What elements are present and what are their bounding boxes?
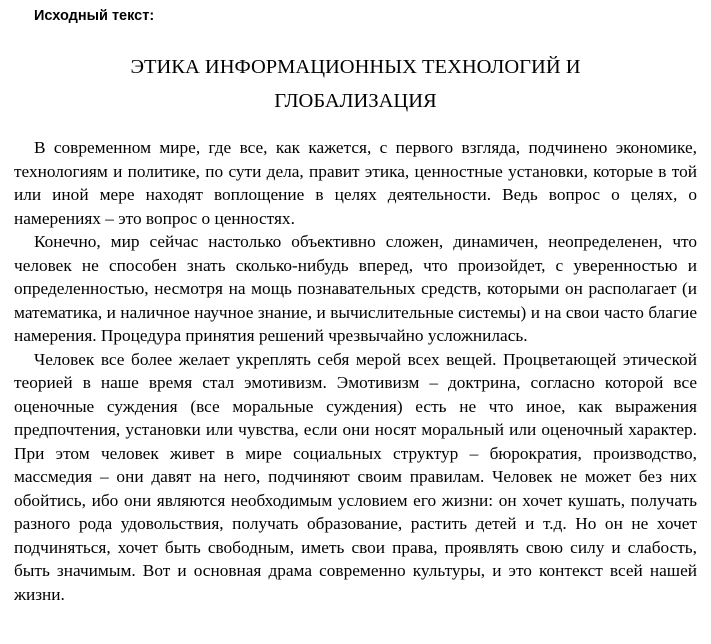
document-title xyxy=(14,50,697,118)
title-line-1: ЭТИКА ИНФОРМАЦИОННЫХ ТЕХНОЛОГИЙ И xyxy=(130,56,581,78)
paragraph-3: Человек все более желает укреплять себя мерой всех вещей. Процветающей этической теорией в наше время стал эмотивизм. Эмотивизм – доктрина, согласно которой все оценочные суждения (все моральные суждения) есть не что иное, как выражения предпочтения, установки или чувства, если они носят моральный или оценочный характер. При этом человек живет в мире социальных структур – бюрократия, производство, массмедия – они давят на него, подчиняют своим правилам. Человек не может без них обойтись, ибо они являются необходимым условием его жизни: он хочет кушать, получать разного рода удовольствия, получать образование, растить детей и т.д. Но он не хочет подчиняться, хочет быть свободным, иметь свои права, проявлять свою силу и слабость, быть значимым. Вот и основная драма современно культуры, и это контекст всей нашей жизни. xyxy=(14,349,697,604)
title-line-2: ГЛОБАЛИЗАЦИЯ xyxy=(274,90,437,112)
source-text-label: Исходный текст: xyxy=(34,8,155,24)
paragraph-1: В современном мире, где все, как кажется, с первого взгляда, подчинено экономике, технологиям и политике, по сути дела, правит этика, ценностные установки, которые в той или иной мере находят воплощение в целях деятельности. Ведь вопрос о целях, о намерениях – это вопрос о ценностях. xyxy=(14,138,697,228)
paragraph-2: Конечно, мир сейчас настолько объективно сложен, динамичен, неопределенен, что человек не способен знать сколько-нибудь вперед, что произойдет, с уверенностью и определенностью, несмотря на мощь познавательных средств, которыми он располагает (и математика, и наличное научное знание, и вычислительные системы) и на свои часто благие намерения. Процедура принятия решений чрезвычайно усложнилась. xyxy=(14,232,697,345)
document-body xyxy=(14,136,697,606)
